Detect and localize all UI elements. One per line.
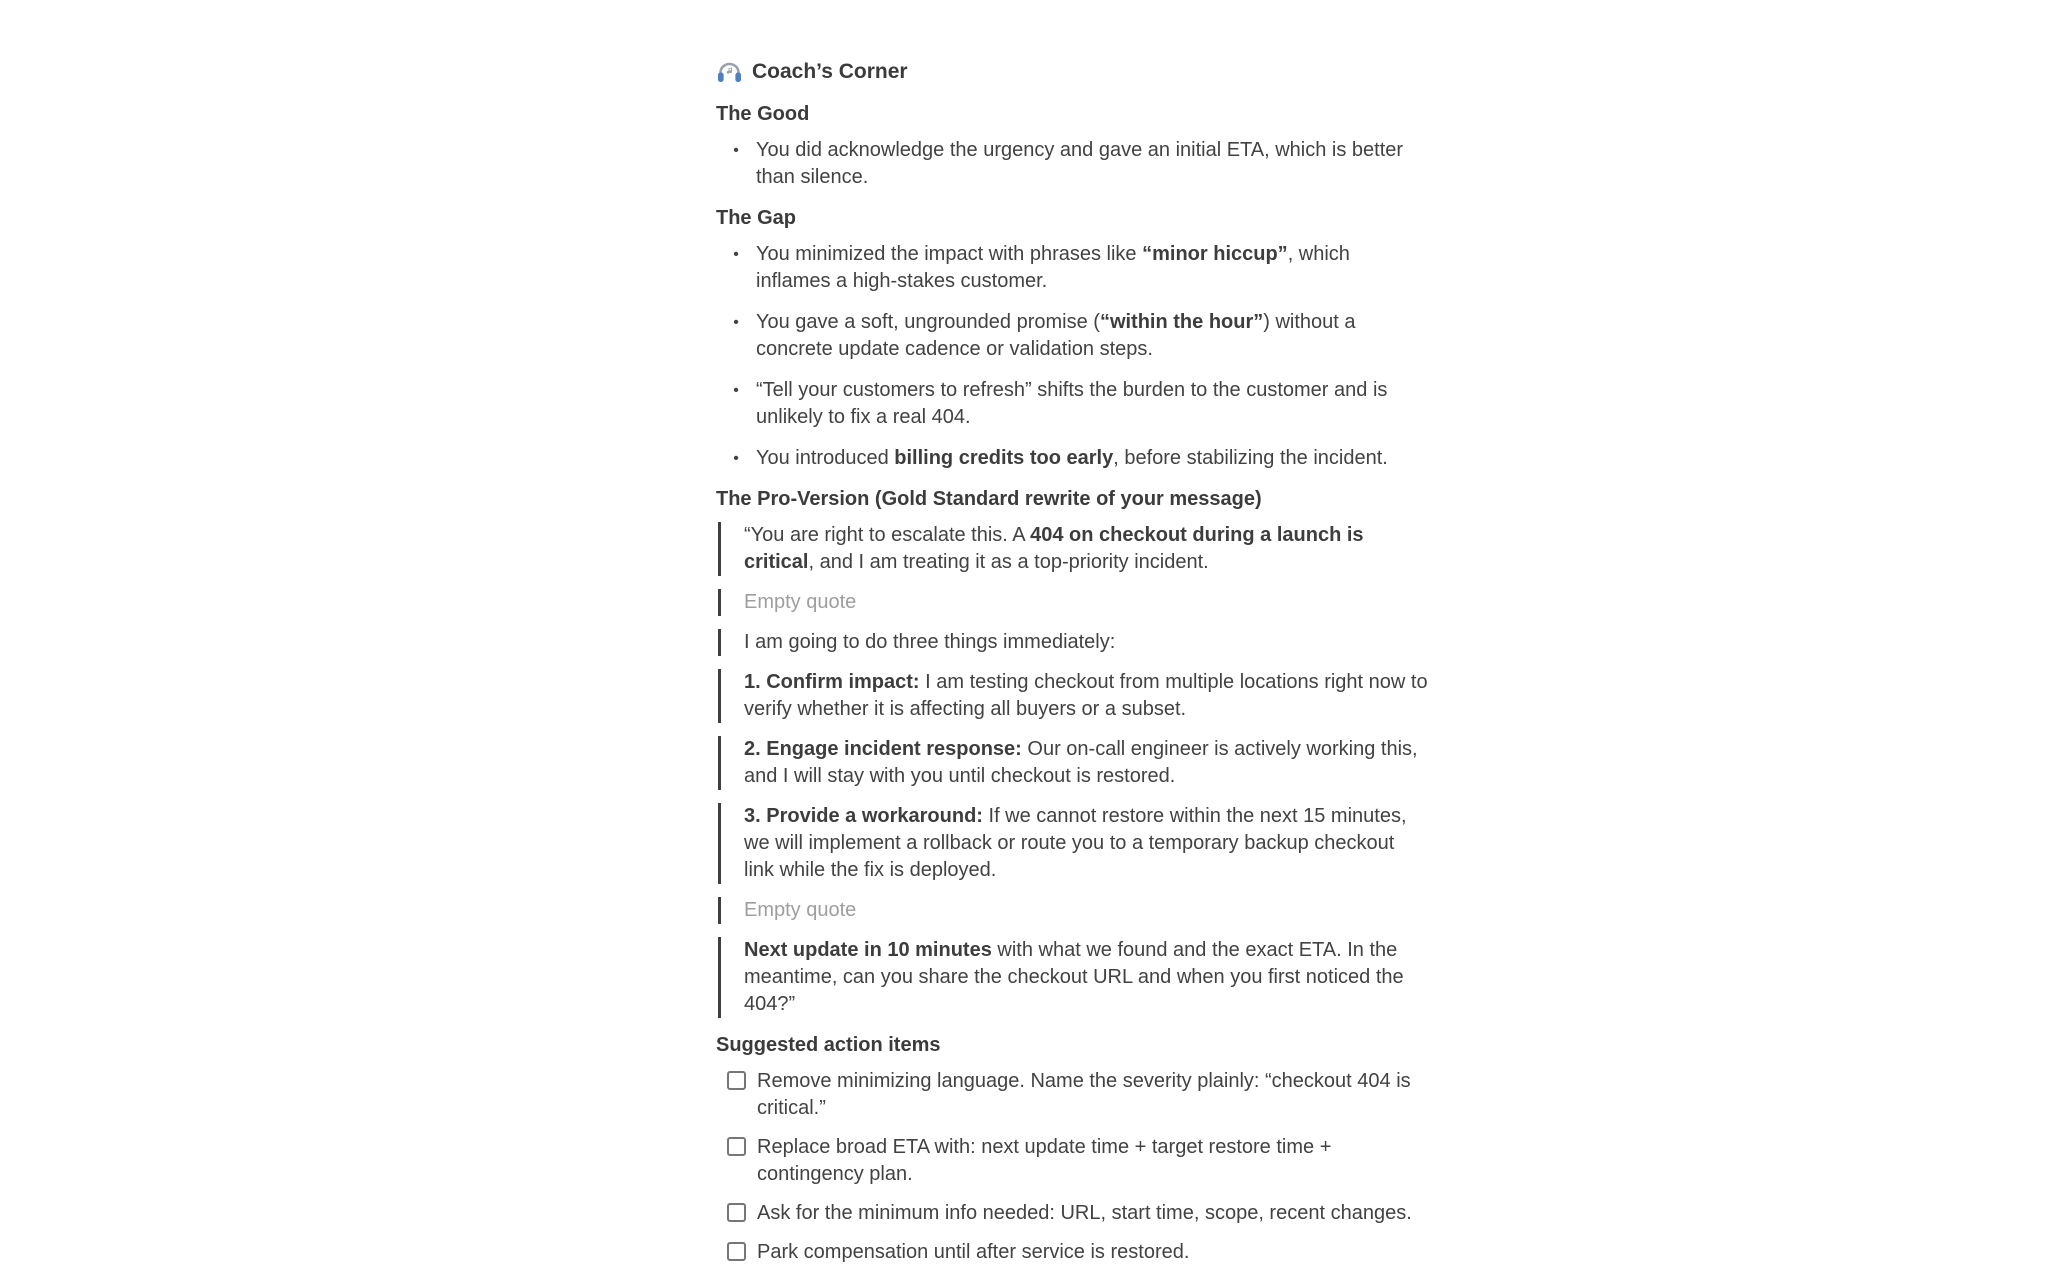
bold-text: 404 on checkout during a launch is critical [744,524,1364,573]
checklist-item [716,1239,1428,1266]
quote-confirm-impact [718,669,1428,723]
list-item-text [756,137,1428,191]
text-run: You gave a soft, ungrounded promise ( [756,311,1100,333]
list-item-text [756,445,1428,472]
text-run: , which inflames a high-stakes customer. [756,243,1350,292]
list-item [716,377,1428,431]
list-item-text [756,377,1428,431]
quote-next-update [718,937,1428,1018]
bold-text: “minor hiccup” [1142,243,1288,265]
text-run: You minimized the impact with phrases like [756,243,1143,265]
suggested-actions-heading: Suggested action items [716,1034,941,1056]
empty-quote-2: Empty quote [718,897,1428,924]
quote-engage-incident [718,736,1428,790]
text-run: If we cannot restore within the next 15 minutes, we will implement a rollback or route you to a temporary backup checkout link while the fix is deployed. [744,805,1407,881]
bold-text: 1. Confirm impact: [744,671,920,693]
bold-text: 3. Provide a workaround: [744,805,983,827]
text-run: “Tell your customers to refresh” shifts the burden to the customer and is unlikely to fix a real 404. [756,379,1388,428]
list-item [716,241,1428,295]
page-title-text: Coach’s Corner [752,60,908,83]
bullet-icon: • [733,314,739,331]
quote-workaround [718,803,1428,884]
checklist-item [716,1134,1428,1188]
good-list [716,137,1428,191]
checklist-item [716,1068,1428,1122]
text-run: “You are right to escalate this. A [744,524,1031,546]
list-item-text [756,309,1428,363]
pro-version-heading: The Pro-Version (Gold Standard rewrite of your message) [716,488,1262,510]
bullet-icon: • [733,142,739,159]
headset-icon [716,60,743,85]
bullet-icon: • [733,246,739,263]
bold-text: Next update in 10 minutes [744,939,992,961]
text-run: ) without a concrete update cadence or validation steps. [756,311,1356,360]
text-run: with what we found and the exact ETA. In the meantime, can you share the checkout URL and when you first noticed the 404?” [744,939,1404,1015]
list-item [716,309,1428,363]
text-run: I am going to do three things immediately: [744,631,1116,653]
bold-text: “within the hour” [1099,311,1264,333]
checkbox[interactable] [727,1242,746,1261]
checklist-label[interactable]: Park compensation until after service is restored. [757,1241,1190,1263]
the-good-heading: The Good [716,103,810,125]
coach-corner-panel [716,57,1428,1278]
text-run: You introduced [756,447,895,469]
checklist-label[interactable]: Remove minimizing language. Name the severity plainly: “checkout 404 is critical.” [757,1070,1411,1119]
bold-text: 2. Engage incident response: [744,738,1022,760]
page-title [716,57,1428,87]
text-run: , before stabilizing the incident. [1113,447,1388,469]
the-gap-heading: The Gap [716,207,797,229]
gap-list [716,241,1428,472]
bold-text: billing credits too early [894,447,1114,469]
quote-three-things [718,629,1428,656]
checklist-item [716,1200,1428,1227]
bullet-icon: • [733,382,739,399]
bullet-icon: • [733,450,739,467]
checkbox[interactable] [727,1203,746,1222]
checkbox[interactable] [727,1071,746,1090]
text-run: I am testing checkout from multiple locations right now to verify whether it is affecting all buyers or a subset. [744,671,1428,720]
list-item-text [756,241,1428,295]
text-run: Our on-call engineer is actively working this, and I will stay with you until checkout is restored. [744,738,1418,787]
list-item [716,137,1428,191]
checkbox[interactable] [727,1137,746,1156]
checklist-label[interactable]: Replace broad ETA with: next update time + target restore time + contingency plan. [757,1136,1332,1185]
action-checklist [716,1068,1428,1266]
empty-quote-1: Empty quote [718,589,1428,616]
quote-escalate [718,522,1428,576]
text-run: You did acknowledge the urgency and gave an initial ETA, which is better than silence. [756,139,1404,188]
text-run: , and I am treating it as a top-priority incident. [808,551,1209,573]
checklist-label[interactable]: Ask for the minimum info needed: URL, start time, scope, recent changes. [757,1202,1412,1224]
list-item [716,445,1428,472]
